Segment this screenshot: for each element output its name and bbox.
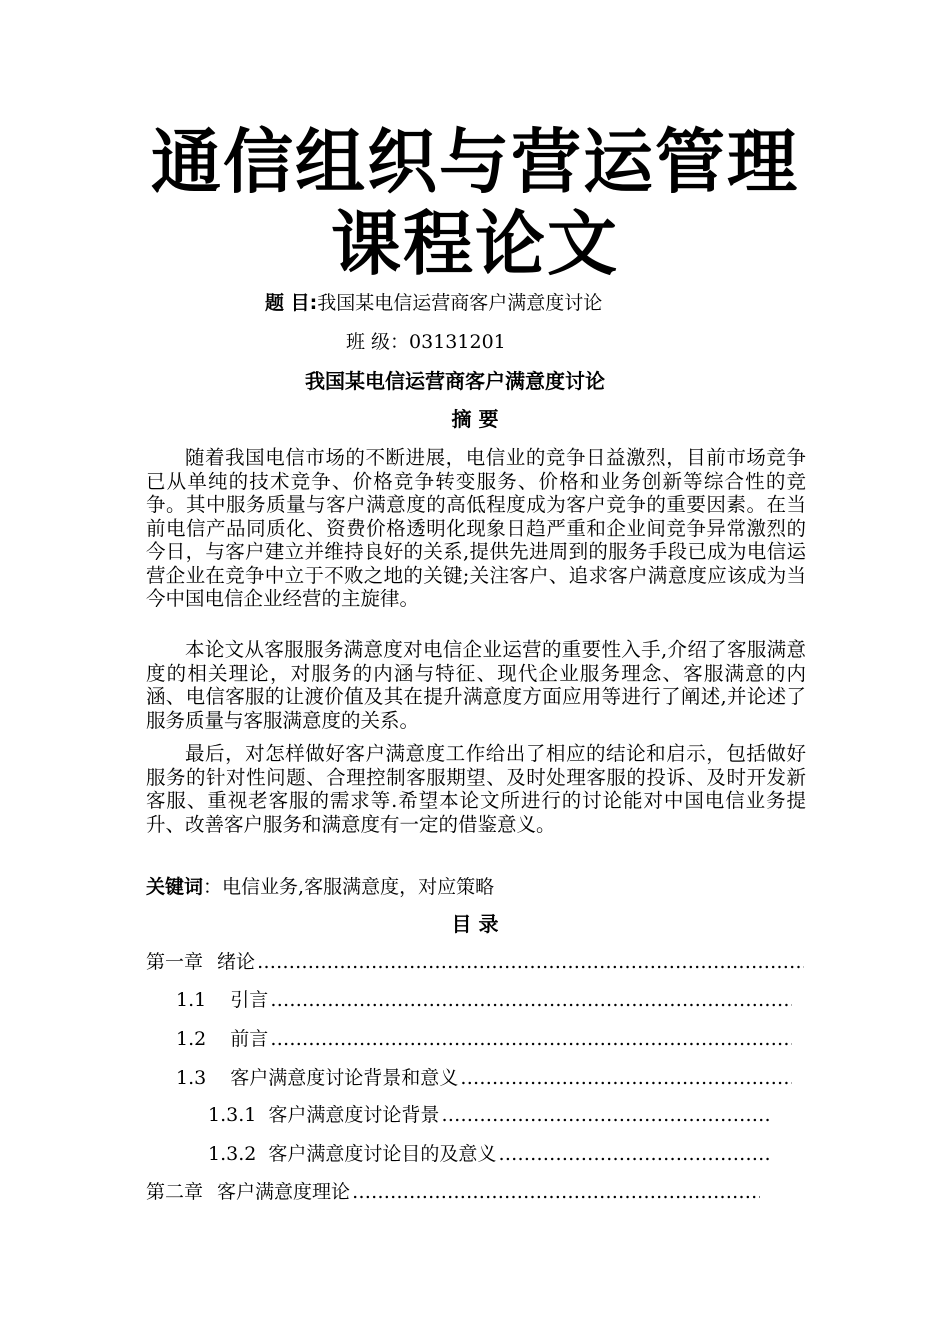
paper-title: 我国某电信运营商客户满意度讨论: [305, 369, 605, 393]
toc-entry-number: 第一章: [146, 951, 204, 973]
toc-entry-number: 1.1: [176, 989, 207, 1011]
toc-entry[interactable]: [208, 1142, 770, 1166]
toc-entry-text: 引言: [230, 989, 269, 1011]
keywords-label: 关键词: [146, 876, 204, 898]
toc-entry-text: 前言: [230, 1028, 269, 1050]
toc-entry-number: 1.3.2: [208, 1143, 257, 1165]
keywords-line: [146, 875, 494, 899]
toc-entry[interactable]: [176, 988, 792, 1012]
toc-dot-leader: [498, 1142, 770, 1166]
toc-entry[interactable]: [146, 950, 804, 974]
class-label: 班 级：: [346, 331, 410, 353]
toc-heading: 目 录: [451, 912, 499, 936]
keywords-colon: ：: [203, 876, 223, 898]
toc-dot-leader: [257, 950, 804, 974]
toc-dot-leader: [352, 1180, 760, 1204]
document-title-line-1: 通信组织与营运管理: [151, 121, 799, 203]
document-title-line-2: 课程论文: [331, 203, 619, 285]
toc-entry-number: 1.3.1: [208, 1104, 257, 1126]
toc-entry[interactable]: [208, 1103, 770, 1127]
toc-dot-leader: [441, 1103, 770, 1127]
class-line: [346, 330, 506, 354]
abstract-paragraph: 随着我国电信市场的不断进展，电信业的竞争日益激烈，目前市场竞争已从单纯的技术竞争、价格竞争转变服务、价格和业务创新等综合性的竞争。其中服务质量与客户满意度的高低程度成为客户竞争的重要因素。在当前电信产品同质化、资费价格透明化现象日趋严重和企业间竞争异常激烈的今日，与客户建立并维持良好的关系,提供先进周到的服务手段已成为电信运营企业在竞争中立于不败之地的关键;关注客户、追求客户满意度应该成为当今中国电信企业经营的主旋律。: [146, 446, 806, 610]
toc-entry[interactable]: [176, 1066, 792, 1090]
toc-entry-text: 客户满意度讨论背景和意义: [230, 1067, 459, 1089]
abstract-heading: 摘 要: [451, 407, 499, 431]
abstract-paragraph: 最后，对怎样做好客户满意度工作给出了相应的结论和启示，包括做好服务的针对性问题、合理控制客服期望、及时处理客服的投诉、及时开发新客服、重视老客服的需求等.希望本论文所进行的讨论能对中国电信业务提升、改善客户服务和满意度有一定的借鉴意义。: [146, 742, 806, 836]
toc-entry-number: 1.2: [176, 1028, 207, 1050]
toc-dot-leader: [270, 1027, 792, 1051]
toc-entry[interactable]: [176, 1027, 792, 1051]
toc-entry-text: 客户满意度讨论背景: [268, 1104, 440, 1126]
toc-entry-text: 绪论: [217, 951, 256, 973]
toc-dot-leader: [460, 1066, 792, 1090]
abstract-paragraph: 本论文从客服服务满意度对电信企业运营的重要性入手,介绍了客服满意度的相关理论，对服务的内涵与特征、现代企业服务理念、客服满意的内涵、电信客服的让渡价值及其在提升满意度方面应用等进行了阐述,并论述了服务质量与客服满意度的关系。: [146, 638, 806, 732]
topic-line: [265, 291, 602, 315]
toc-entry[interactable]: [146, 1180, 760, 1204]
toc-dot-leader: [270, 988, 792, 1012]
topic-value: 我国某电信运营商客户满意度讨论: [317, 292, 603, 314]
toc-entry-text: 客户满意度理论: [217, 1181, 351, 1203]
class-value: 03131201: [409, 331, 506, 353]
toc-entry-text: 客户满意度讨论目的及意义: [268, 1143, 497, 1165]
topic-label: 题 目:: [265, 292, 318, 314]
keywords-value: 电信业务,客服满意度，对应策略: [222, 876, 495, 898]
toc-entry-number: 第二章: [146, 1181, 204, 1203]
toc-entry-number: 1.3: [176, 1067, 207, 1089]
